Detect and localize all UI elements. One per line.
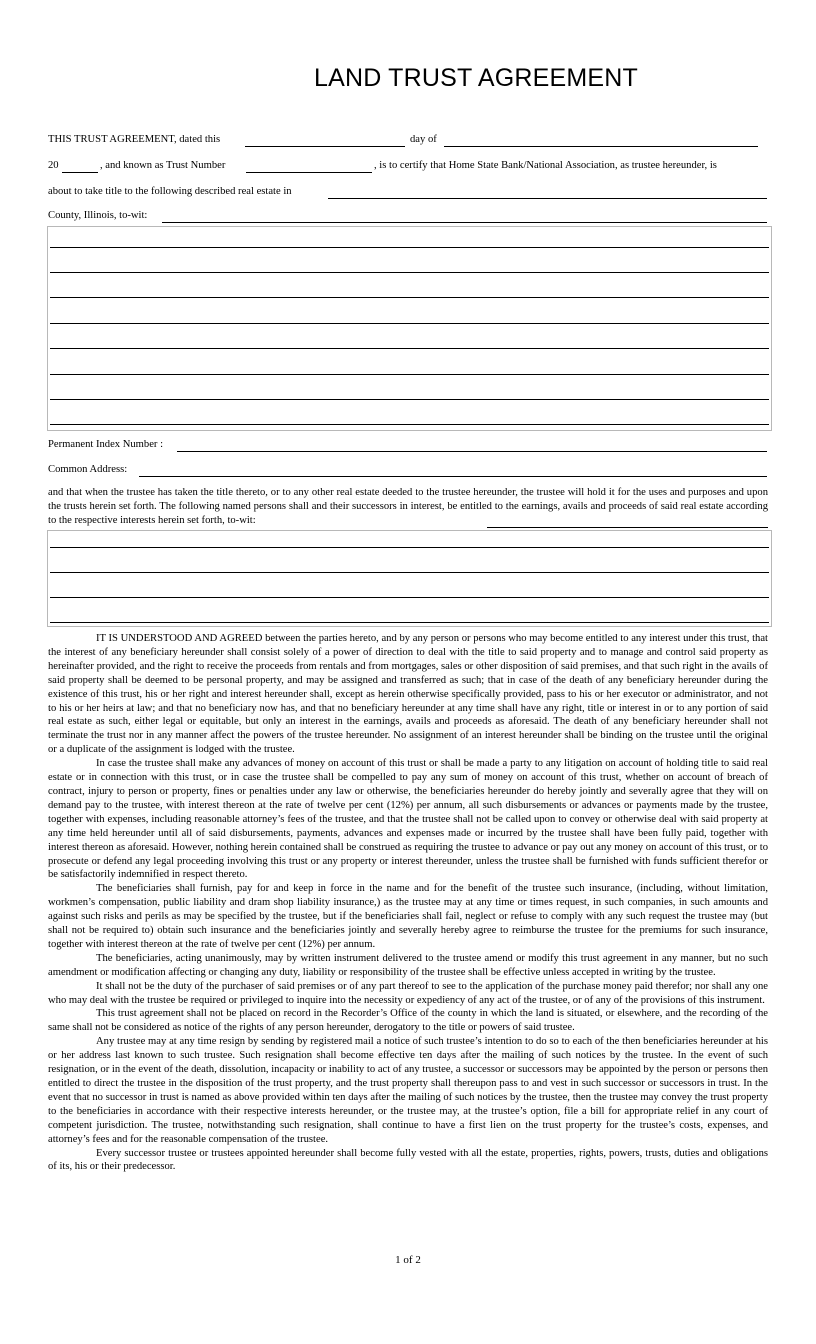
agreement-paragraph: It shall not be the duty of the purchaser of said premises or of any part thereof to see to the application of the purchase money paid therefor; nor shall any one who may deal with the trustee be required or privileged to inquire into the necessity or expediency of any act of the trustee, or of any of the provisions of this instrument. [48, 980, 768, 1006]
certify-text: , is to certify that Home State Bank/National Association, as trustee hereunder, is [374, 160, 717, 171]
county-illinois-label: County, Illinois, to-wit: [48, 210, 148, 221]
beneficiary-line [50, 547, 769, 548]
to-wit-blank[interactable] [162, 222, 767, 223]
year-prefix: 20 [48, 160, 59, 171]
address-label: Common Address: [48, 464, 128, 475]
beneficiary-line [50, 597, 769, 598]
document-title: LAND TRUST AGREEMENT [314, 64, 638, 92]
legal-description-line [50, 323, 769, 324]
agreement-paragraph: The beneficiaries shall furnish, pay for and keep in force in the name and for the benefit of the trustee such insurance, (including, without limitation, workmen’s compensation, public liability and dram shop liability insurance,) as the trustee may at any time or times request, in such companies, in such amounts and against such risks and perils as may be specified by the trustee, but if the beneficiaries shall fail, neglect or refuse to comply with any such request the trustee may (but shall not be required to) obtain such insurance and the beneficiaries jointly and severally hereby agree to reimburse the trustee for the premiums for such insurance, together with interest thereon at the rate of twelve per cent (12%) per annum. [48, 883, 768, 950]
county-blank[interactable] [328, 198, 767, 199]
year-blank[interactable] [62, 172, 98, 173]
to-wit-line [48, 208, 768, 224]
legal-description-line [50, 297, 769, 298]
legal-description-line [50, 272, 769, 273]
legal-description-line [50, 424, 769, 425]
agreement-paragraph: This trust agreement shall not be placed on record in the Recorder’s Office of the county in which the land is situated, or elsewhere, and the recording of the same shall not be considered as notice of the rights of any person hereunder, derogatory to the title or powers of said trustee. [48, 1008, 768, 1034]
county-line [48, 184, 768, 200]
address-line [48, 462, 768, 478]
month-blank[interactable] [444, 146, 758, 147]
beneficiaries-blank[interactable] [487, 527, 768, 528]
agreement-body [48, 632, 768, 1174]
beneficiaries-box[interactable] [47, 530, 772, 627]
real-estate-label: about to take title to the following described real estate in [48, 186, 292, 197]
beneficiary-line [50, 572, 769, 573]
beneficiary-line [50, 622, 769, 623]
pin-label: Permanent Index Number : [48, 439, 164, 450]
address-blank[interactable] [139, 476, 767, 477]
trust-number-blank[interactable] [246, 172, 372, 173]
agreement-paragraph: Any trustee may at any time resign by sending by registered mail a notice of such trustee’s intention to do so to each of the then beneficiaries hereunder at his or her address last known to such trustee. Such resignation shall become effective ten days after the mailing of such notices by the trustee. In the event of such resignation, or in the event of the death, dissolution, incapacity or inability to act of any trustee, a successor or successors may be appointed by the person or persons then entitled to direct the trustee in the disposition of the trust property, and the trust property shall thereupon pass to and vest in such successor or successors in trust. In the event that no successor in trust is named as above provided within ten days after the mailing of such notices by the trustee, then the trustee may convey the trust property to the beneficiaries in accordance with their respective interests hereunder, or the trustee may, at the trustee’s option, file a bill for appropriate relief in any court of competent jurisdiction. The trustee, notwithstanding such resignation, shall continue to have a first lien on the trust property for the trustee’s costs, expenses, and attorney’s fees and for the reasonable compensation of the trustee. [48, 1036, 768, 1145]
page-number: 1 of 2 [395, 1254, 421, 1266]
agreement-paragraph: Every successor trustee or trustees appointed hereunder shall become fully vested with all the estate, properties, rights, powers, trusts, duties and obligations of its, his or their predecessor. [48, 1147, 768, 1173]
legal-description-line [50, 399, 769, 400]
legal-description-line [50, 247, 769, 248]
agreement-paragraph: IT IS UNDERSTOOD AND AGREED between the parties hereto, and by any person or persons who may become entitled to any interest under this trust, that the interest of any beneficiary hereunder shall consist solely of a power of direction to deal with the title to said property and to manage and control said property as hereinafter provided, and the right to receive the proceeds from rentals and from mortgages, sales or other disposition of said premises, and that such right in the avails of said property shall be deemed to be personal property, and may be assigned and transferred as such; that in case of the death of any beneficiary hereunder during the existence of this trust, his or her right and interest hereunder shall, except as herein otherwise specifically provided, pass to his or her executor or administrator, and not to his or her heirs at law; and that no beneficiary now has, and that no beneficiary hereunder at any time shall have any right, title or interest in or to any portion of said real estate as such, either legal or equitable, but only an interest in the earnings, avails and proceeds as aforesaid. The death of any beneficiary hereunder shall not terminate the trust nor in any manner affect the powers of the trustee hereunder. No assignment of an interest hereunder shall be binding on the trustee until the original or a duplicate of the assignment is lodged with the trustee. [48, 633, 768, 756]
legal-description-line [50, 348, 769, 349]
dated-line [48, 132, 768, 148]
date-blank[interactable] [245, 146, 405, 147]
intro-paragraph: and that when the trustee has taken the title thereto, or to any other real estate deeded to the trustee hereunder, the trustee will hold it for the uses and purposes and upon the trusts herein set forth. The following named persons shall and their successors in interest, be entitled to the earnings, avails and proceeds of said real estate according to the respective interests herein set forth, to-wit: [48, 487, 768, 526]
day-of-label: day of [410, 134, 437, 145]
pin-blank[interactable] [177, 451, 767, 452]
dated-label: THIS TRUST AGREEMENT, dated this [48, 134, 221, 145]
legal-description-box[interactable] [47, 226, 772, 431]
agreement-paragraph: The beneficiaries, acting unanimously, may by written instrument delivered to the trustee amend or modify this trust agreement in any manner, but no such amendment or modification affecting or changing any duty, liability or responsibility of the trustee shall be effective unless accepted in writing by the trustee. [48, 952, 768, 978]
trust-number-label: , and known as Trust Number [100, 160, 226, 171]
trust-number-line [48, 158, 768, 174]
pin-line [48, 437, 768, 453]
legal-description-line [50, 374, 769, 375]
agreement-paragraph: In case the trustee shall make any advances of money on account of this trust or shall be made a party to any litigation on account of holding title to said real estate or in connection with this trust, or in case the trustee shall be compelled to pay any sum of money on account of this trust, whether on account of breach of contract, injury to person or property, fines or penalties under any law or otherwise, the beneficiaries hereunder do hereby jointly and severally agree that they will on demand pay to the trustee, with interest thereon at the rate of twelve per cent (12%) per annum, all such disbursements or advances or payments made by the trustee, together with expenses, including reasonable attorney’s fees of the trustee, and that the trustee shall not be called upon to convey or otherwise deal with said property at any time held hereunder until all of said disbursements, payments, advances and expenses made or incurred by the trustee shall have been fully paid, together with interest thereon as aforesaid. However, nothing herein contained shall be construed as requiring the trustee to advance or pay out any money on account of this trust, or to prosecute or defend any legal proceeding involving this trust or any property or interest thereunder, unless the trustee shall be furnished with funds sufficient therefor or be satisfactorily indemnified in respect thereto. [48, 758, 768, 881]
